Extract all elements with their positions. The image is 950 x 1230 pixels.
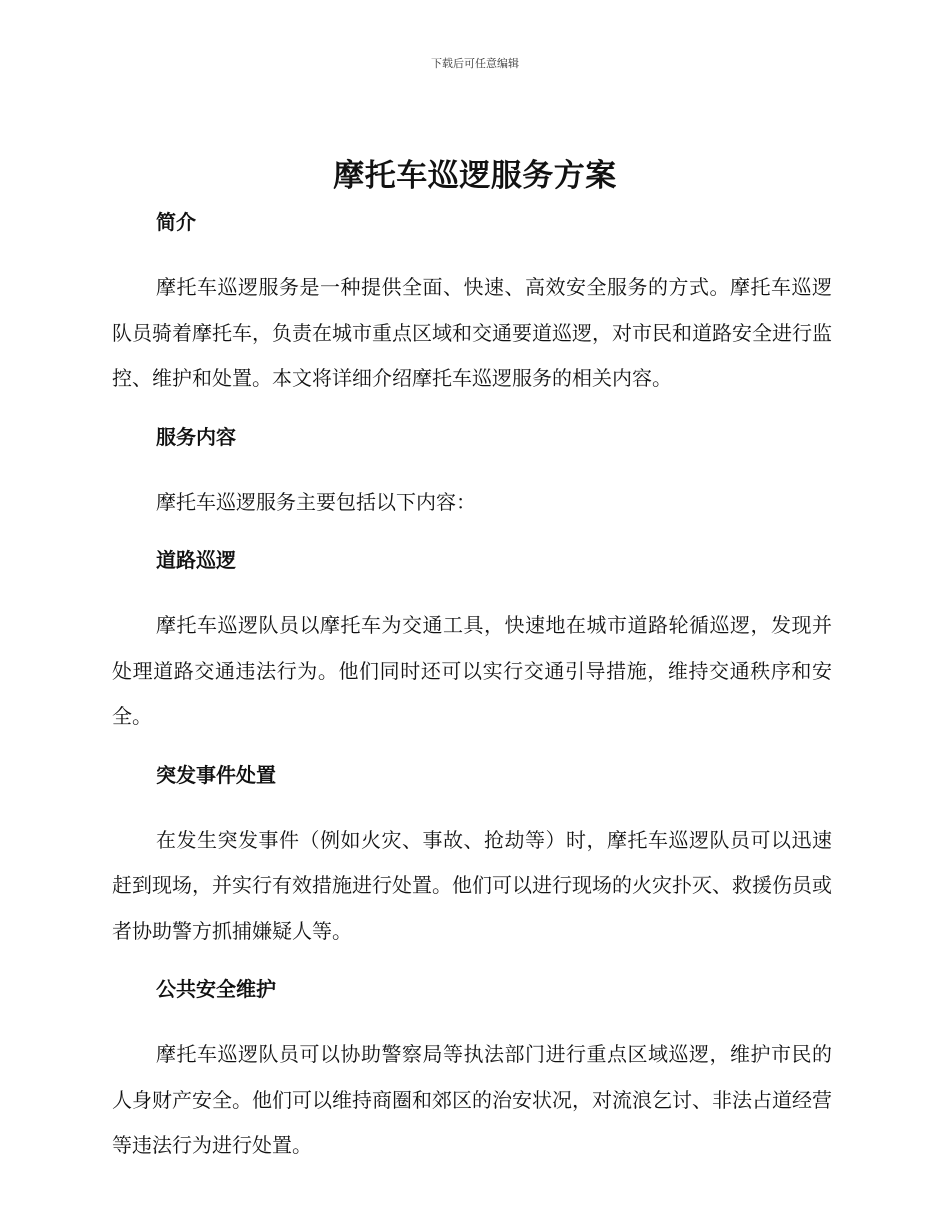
section-paragraph: 摩托车巡逻服务是一种提供全面、快速、高效安全服务的方式。摩托车巡逻队员骑着摩托车，负责在城市重点区域和交通要道巡逻，对市民和道路安全进行监控、维护和处置。本文将详细介绍摩托车巡逻服务的相关内容。 (112, 275, 832, 390)
document-title: 摩托车巡逻服务方案 (333, 158, 617, 194)
section-paragraph: 摩托车巡逻队员以摩托车为交通工具，快速地在城市道路轮循巡逻，发现并处理道路交通违法行为。他们同时还可以实行交通引导措施，维持交通秩序和安全。 (112, 613, 832, 728)
section-service-content (112, 420, 832, 544)
section-emergency-handling (112, 758, 832, 973)
section-public-safety (112, 972, 832, 1169)
section-heading: 道路巡逻 (156, 548, 236, 572)
section-paragraph: 摩托车巡逻队员可以协助警察局等执法部门进行重点区域巡逻，维护市民的人身财产安全。他们可以维持商圈和郊区的治安状况，对流浪乞讨、非法占道经营等违法行为进行处置。 (112, 1042, 832, 1157)
section-intro (112, 205, 832, 420)
section-heading: 突发事件处置 (156, 762, 276, 787)
section-road-patrol (112, 543, 832, 758)
page-header-note: 下载后可任意编辑 (431, 57, 519, 70)
section-heading: 公共安全维护 (156, 977, 276, 1001)
section-paragraph: 摩托车巡逻服务主要包括以下内容： (156, 489, 476, 514)
section-heading: 简介 (156, 210, 196, 234)
document-body (112, 205, 832, 1169)
section-heading: 服务内容 (156, 424, 236, 449)
section-paragraph: 在发生突发事件（例如火灾、事故、抢劫等）时，摩托车巡逻队员可以迅速赶到现场，并实行有效措施进行处置。他们可以进行现场的火灾扑灭、救援伤员或者协助警方抓捕嫌疑人等。 (112, 827, 832, 943)
